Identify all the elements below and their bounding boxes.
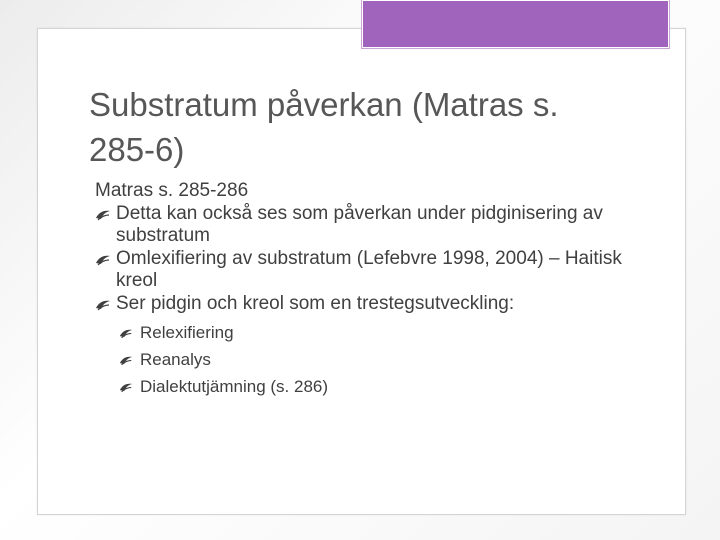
bullet-item <box>95 248 655 292</box>
leaf-flourish-icon <box>119 382 133 393</box>
sub-bullet-item <box>95 319 655 346</box>
sub-bullet-item <box>95 373 655 400</box>
sub-bullet-text: Relexifiering <box>140 323 234 342</box>
sub-bullet-text: Dialektutjämning (s. 286) <box>140 377 329 396</box>
bullet-text: Omlexifiering av substratum (Lefebvre 1998, 2004) – Haitisk kreol <box>116 248 622 291</box>
leaf-flourish-icon <box>119 355 133 366</box>
bullet-text: Ser pidgin och kreol som en trestegsutveckling: <box>116 293 515 314</box>
leaf-flourish-icon <box>95 299 111 311</box>
slide-body <box>95 180 655 400</box>
leaf-flourish-icon <box>95 254 111 266</box>
bullet-item <box>95 293 655 315</box>
intro-line: Matras s. 285-286 <box>95 180 249 201</box>
leaf-flourish-icon <box>119 328 133 339</box>
bullet-text: Detta kan också ses som påverkan under pidginisering av substratum <box>116 203 603 246</box>
sub-bullet-text: Reanalys <box>140 350 211 369</box>
accent-tab <box>362 0 669 48</box>
leaf-flourish-icon <box>95 209 111 221</box>
slide-title: Substratum påverkan (Matras s. 285-6) <box>89 86 559 168</box>
bullet-item <box>95 203 655 247</box>
sub-bullet-item <box>95 346 655 373</box>
sub-bullet-list <box>95 319 655 400</box>
